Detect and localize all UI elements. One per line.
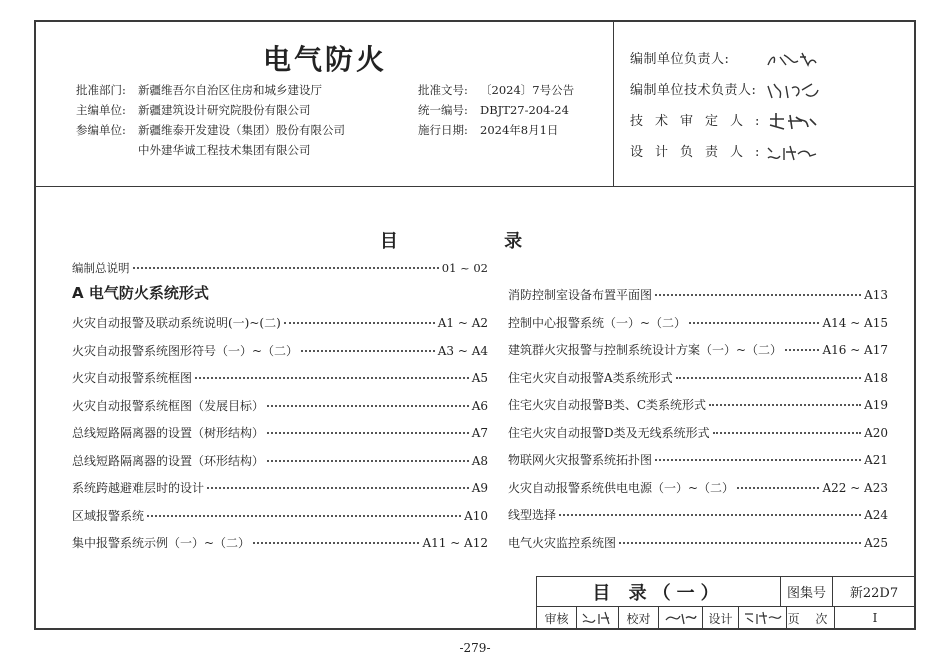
toc-page: A11 ~ A12 xyxy=(422,536,488,550)
leader-dots xyxy=(267,460,469,462)
toc-page: A7 xyxy=(471,426,488,440)
effective-date-label: 施行日期: xyxy=(418,123,468,137)
effective-date: 2024年8月1日 xyxy=(480,123,559,137)
leader-dots xyxy=(267,405,469,407)
toc-label: 总线短路隔离器的设置（环形结构） xyxy=(72,453,265,468)
leader-dots xyxy=(655,294,861,296)
toc-entry[interactable] xyxy=(508,424,888,441)
toc-label: 建筑群火灾报警与控制系统设计方案（一）~（二） xyxy=(508,343,783,357)
design-lead-row xyxy=(630,141,822,164)
page-number: -279- xyxy=(459,641,491,655)
unified-no-label: 统一编号: xyxy=(418,103,468,117)
unit-head-row xyxy=(630,48,822,71)
toc-entry[interactable] xyxy=(72,342,488,359)
toc-page: 01 ~ 02 xyxy=(441,261,488,275)
toc-entry[interactable] xyxy=(508,506,888,523)
technical-reviewer-label: 技术审定人: xyxy=(630,114,772,129)
co-editor-label: 参编单位: xyxy=(76,123,126,137)
atlas-no: 新22D7 xyxy=(833,577,915,607)
leader-dots xyxy=(195,377,469,379)
toc-page: A21 xyxy=(864,453,888,467)
tech-head-row xyxy=(630,79,822,102)
leader-dots xyxy=(619,542,861,544)
leader-dots xyxy=(709,404,861,406)
leader-dots xyxy=(785,349,819,351)
toc-label: 火灾自动报警系统图形符号（一）~（二） xyxy=(72,343,299,358)
leader-dots xyxy=(301,350,435,352)
leader-dots xyxy=(713,432,861,434)
toc-label: 线型选择 xyxy=(508,508,557,522)
chief-editor: 新疆建筑设计研究院股份有限公司 xyxy=(138,103,311,117)
toc-label: 总线短路隔离器的设置（树形结构） xyxy=(72,426,265,440)
leader-dots xyxy=(655,459,861,461)
toc-page: A18 xyxy=(864,370,888,385)
toc-label: 区域报警系统 xyxy=(72,508,145,523)
approval-dept-label: 批准部门: xyxy=(76,83,126,97)
toc-entry[interactable] xyxy=(72,314,488,331)
toc-label: 系统跨越避难层时的设计 xyxy=(72,481,205,495)
toc-label: 火灾自动报警系统框图 xyxy=(72,371,193,385)
toc-page: A24 xyxy=(864,508,888,522)
toc-entry[interactable] xyxy=(508,286,888,303)
page-order-label: 页 次 xyxy=(787,607,835,629)
toc-entry[interactable] xyxy=(72,479,488,496)
design-signature xyxy=(739,607,787,629)
toc-page: A19 xyxy=(864,398,888,412)
check-label: 校对 xyxy=(619,607,659,629)
toc-entry[interactable] xyxy=(508,396,888,413)
approval-no-label: 批准文号: xyxy=(418,83,468,97)
unified-no: DBJT27-204-24 xyxy=(480,103,569,117)
drawing-frame xyxy=(34,20,916,630)
review-signature xyxy=(577,607,619,629)
toc-page: A8 xyxy=(471,453,488,468)
toc-label: 火灾自动报警及联动系统说明(一)~(二) xyxy=(72,316,281,330)
toc-entry[interactable] xyxy=(508,451,888,468)
toc-page: A22 ~ A23 xyxy=(822,480,888,495)
toc-entry[interactable] xyxy=(72,369,488,386)
toc-label: 住宅火灾自动报警A类系统形式 xyxy=(508,370,673,385)
leader-dots xyxy=(689,322,819,324)
toc-label: 住宅火灾自动报警D类及无线系统形式 xyxy=(508,425,710,440)
toc-label: 集中报警系统示例（一）~（二） xyxy=(72,536,251,550)
toc-page: A14 ~ A15 xyxy=(822,315,888,330)
approval-info xyxy=(76,80,345,160)
leader-dots xyxy=(207,487,469,489)
toc-entry[interactable] xyxy=(72,424,488,441)
toc-label: 火灾自动报警系统供电电源（一）~（二） xyxy=(508,480,735,495)
toc-page: A5 xyxy=(471,371,488,385)
toc-label: 电气火灾监控系统图 xyxy=(508,535,617,550)
signature-image xyxy=(664,610,698,626)
toc-entry[interactable] xyxy=(72,452,488,469)
toc-page: A20 xyxy=(864,425,888,440)
toc-entry-intro[interactable] xyxy=(72,260,488,276)
toc-entry[interactable] xyxy=(72,534,488,551)
unit-head-label: 编制单位负责人: xyxy=(630,52,730,67)
design-label: 设计 xyxy=(703,607,739,629)
header-left-panel xyxy=(36,22,614,187)
toc-page: A10 xyxy=(464,508,488,523)
page-order-value: I xyxy=(872,611,878,625)
tech-head-label: 编制单位技术负责人: xyxy=(630,83,757,98)
leader-dots xyxy=(676,377,861,379)
leader-dots xyxy=(253,542,419,544)
document-title: 电气防火 xyxy=(262,43,387,76)
atlas-no-label: 图集号 xyxy=(781,577,833,607)
toc-entry[interactable] xyxy=(508,369,888,386)
leader-dots xyxy=(147,515,461,517)
toc-label: 编制总说明 xyxy=(72,261,130,275)
toc-label: 控制中心报警系统（一）~（二） xyxy=(508,315,687,330)
signature-image xyxy=(762,80,822,102)
leader-dots xyxy=(133,267,439,269)
technical-reviewer-row xyxy=(630,110,822,133)
toc-page: A9 xyxy=(471,481,488,495)
toc-label: 火灾自动报警系统框图（发展目标） xyxy=(72,398,265,413)
toc-entry[interactable] xyxy=(72,397,488,414)
toc-entry[interactable] xyxy=(508,479,888,496)
leader-dots xyxy=(559,514,861,516)
toc-entry[interactable] xyxy=(508,534,888,551)
toc-entry[interactable] xyxy=(508,341,888,358)
toc-label: 消防控制室设备布置平面图 xyxy=(508,288,653,302)
approval-dept: 新疆维吾尔自治区住房和城乡建设厅 xyxy=(138,83,322,97)
toc-title: 目 录 xyxy=(379,231,573,252)
header-responsible-panel xyxy=(614,22,916,187)
review-label: 审核 xyxy=(537,607,577,629)
section-a-heading: A 电气防火系统形式 xyxy=(72,284,209,302)
co-editor-1: 新疆维泰开发建设（集团）股份有限公司 xyxy=(138,123,345,137)
toc-page: A3 ~ A4 xyxy=(437,343,488,358)
toc-label: 住宅火灾自动报警B类、C类系统形式 xyxy=(508,398,707,412)
chief-editor-label: 主编单位: xyxy=(76,103,126,117)
sheet-title: 目 录（一） xyxy=(537,577,781,607)
co-editor-2: 中外建华诚工程技术集团有限公司 xyxy=(138,143,311,157)
toc-page: A6 xyxy=(471,398,488,413)
signature-image xyxy=(581,610,615,626)
check-signature xyxy=(659,607,703,629)
toc-label: 物联网火灾报警系统拓扑图 xyxy=(508,453,653,467)
signature-image xyxy=(743,610,783,626)
design-lead-label: 设计负责人: xyxy=(630,145,772,160)
signature-image xyxy=(762,111,822,133)
leader-dots xyxy=(737,487,819,489)
toc-entry[interactable] xyxy=(72,507,488,524)
toc-page: A25 xyxy=(864,535,888,550)
title-block xyxy=(536,576,916,630)
toc-entry[interactable] xyxy=(508,314,888,331)
signature-image xyxy=(762,142,822,164)
toc-page: A1 ~ A2 xyxy=(437,316,488,330)
leader-dots xyxy=(267,432,469,434)
toc-page: A16 ~ A17 xyxy=(822,343,888,357)
signature-image xyxy=(762,49,822,71)
leader-dots xyxy=(284,322,435,324)
document-info xyxy=(418,80,574,140)
approval-no: 〔2024〕7号公告 xyxy=(480,83,575,97)
toc-page: A13 xyxy=(864,288,888,302)
